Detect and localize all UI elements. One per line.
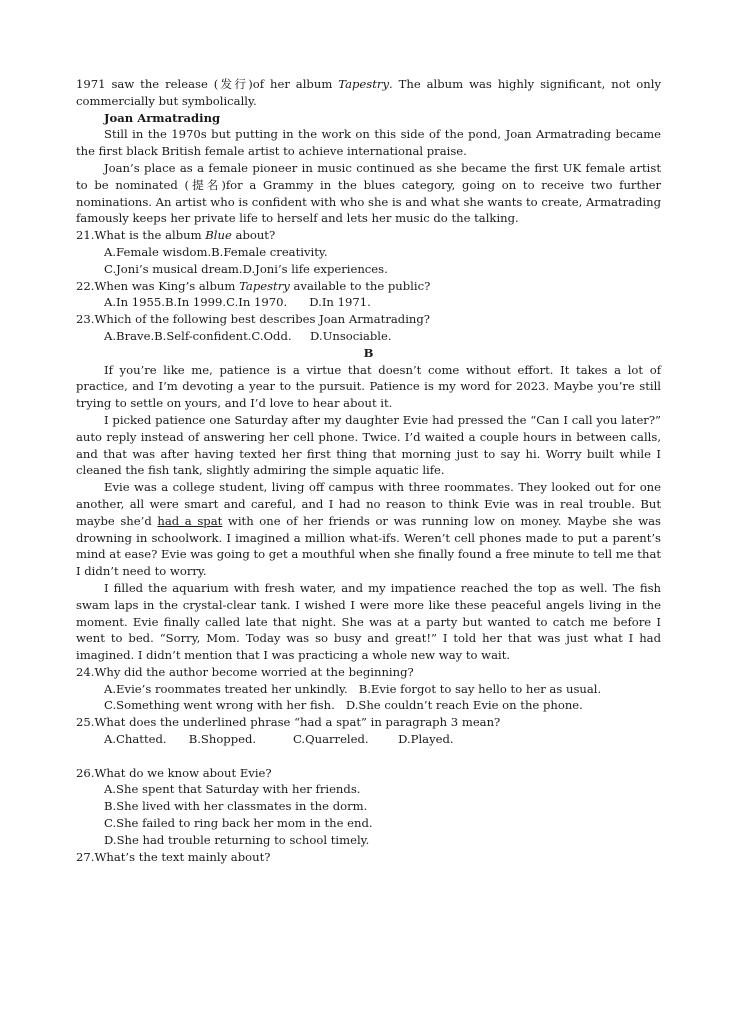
- question-stem: 22.When was King’s album Tapestry available to the public?: [76, 278, 431, 293]
- question-stem: 26.What do we know about Evie?: [76, 765, 272, 780]
- question-stem: 24.Why did the author become worried at the beginning?: [76, 664, 414, 679]
- question-options: A.Female wisdom.B.Female creativity.: [104, 244, 328, 259]
- question-stem: 25.What does the underlined phrase “had a spat” in paragraph 3 mean?: [76, 715, 501, 730]
- question-options: A.Evie’s roommates treated her unkindly. B.Evie forgot to say hello to her as usual.: [104, 681, 602, 696]
- question-stem: 21.What is the album Blue about?: [76, 228, 276, 243]
- option-b: B.She lived with her classmates in the dorm.: [104, 799, 368, 814]
- question-options: A.Chatted. B.Shopped. C.Quarreled. D.Played.: [104, 732, 454, 747]
- passage-a-paragraph-1: 1971 saw the release (发行)of her album Tapestry. The album was highly significant, not only commercially but symbolically.: [76, 77, 661, 108]
- question-25: [76, 714, 661, 748]
- passage-b-paragraph-1: If you’re like me, patience is a virtue that doesn’t come without effort. It takes a lot of practice, and I’m devoting a year to the pursuit. Patience is my word for 2023. Maybe you’re still trying to settle on yours, and I’d love to hear about it.: [76, 362, 661, 411]
- question-24: [76, 664, 661, 714]
- option-c: C.She failed to ring back her mom in the end.: [104, 816, 373, 831]
- question-22: [76, 278, 661, 312]
- question-options: C.Joni’s musical dream.D.Joni’s life experiences.: [104, 261, 388, 276]
- option-a: A.She spent that Saturday with her friends.: [104, 782, 361, 797]
- question-23: [76, 311, 661, 345]
- section-b-title: B: [363, 345, 374, 360]
- underlined-phrase: had a spat: [157, 513, 223, 528]
- exam-page: [76, 76, 661, 865]
- spacer: [76, 748, 661, 765]
- question-options: A.Brave.B.Self-confident.C.Odd. D.Unsociable.: [104, 328, 392, 343]
- album-title: Tapestry: [338, 77, 389, 91]
- passage-b-paragraph-3: Evie was a college student, living off campus with three roommates. They looked out for one another, all were smart and careful, and I had no reason to think Evie was in real trouble. But maybe she’d had a spat with one of her friends or was running low on money. Maybe she was drowning in schoolwork. I imagined a million what-ifs. Weren’t cell phones made to put a parent’s mind at ease? Evie was going to get a mouthful when she finally found a free minute to tell me that I didn’t need to worry.: [76, 480, 662, 579]
- passage-b-paragraph-4: I filled the aquarium with fresh water, and my impatience reached the top as well. The fish swam laps in the crystal-clear tank. I wished I were more like these peaceful angels living in the moment. Evie finally called late that night. She was at a party but wanted to catch me before I went to bed. “Sorry, Mom. Today was so busy and great!” I told her that was just what I had imagined. I didn’t mention that I was practicing a whole new way to wait.: [76, 580, 661, 663]
- option-d: D.She had trouble returning to school timely.: [104, 832, 370, 847]
- question-stem: 23.Which of the following best describes Joan Armatrading?: [76, 312, 431, 327]
- question-21: [76, 227, 661, 277]
- question-27: [76, 849, 661, 866]
- passage-a-paragraph-2: Still in the 1970s but putting in the work on this side of the pond, Joan Armatrading became the first black British female artist to achieve international praise.: [76, 127, 661, 159]
- section-heading-joan-armatrading: Joan Armatrading: [104, 110, 221, 125]
- passage-b-paragraph-2: I picked patience one Saturday after my daughter Evie had pressed the “Can I call you later?” auto reply instead of answering her cell phone. Twice. I’d waited a couple hours in between calls, and that was after having texted her first thing that morning just to say hi. Worry built while I cleaned the fish tank, slightly admiring the simple aquatic life.: [76, 412, 661, 478]
- question-options: A.In 1955.B.In 1999.C.In 1970. D.In 1971.: [104, 295, 371, 310]
- question-stem: 27.What’s the text mainly about?: [76, 849, 271, 864]
- question-26: [76, 765, 661, 849]
- question-options: C.Something went wrong with her fish. D.She couldn’t reach Evie on the phone.: [104, 698, 583, 713]
- passage-a-paragraph-3: Joan’s place as a female pioneer in music continued as she became the first UK female artist to be nominated (提名)for a Grammy in the blues category, going on to receive two further nominations. An artist who is confident with who she is and what she wants to create, Armatrading famously keeps her private life to herself and lets her music do the talking.: [76, 160, 661, 226]
